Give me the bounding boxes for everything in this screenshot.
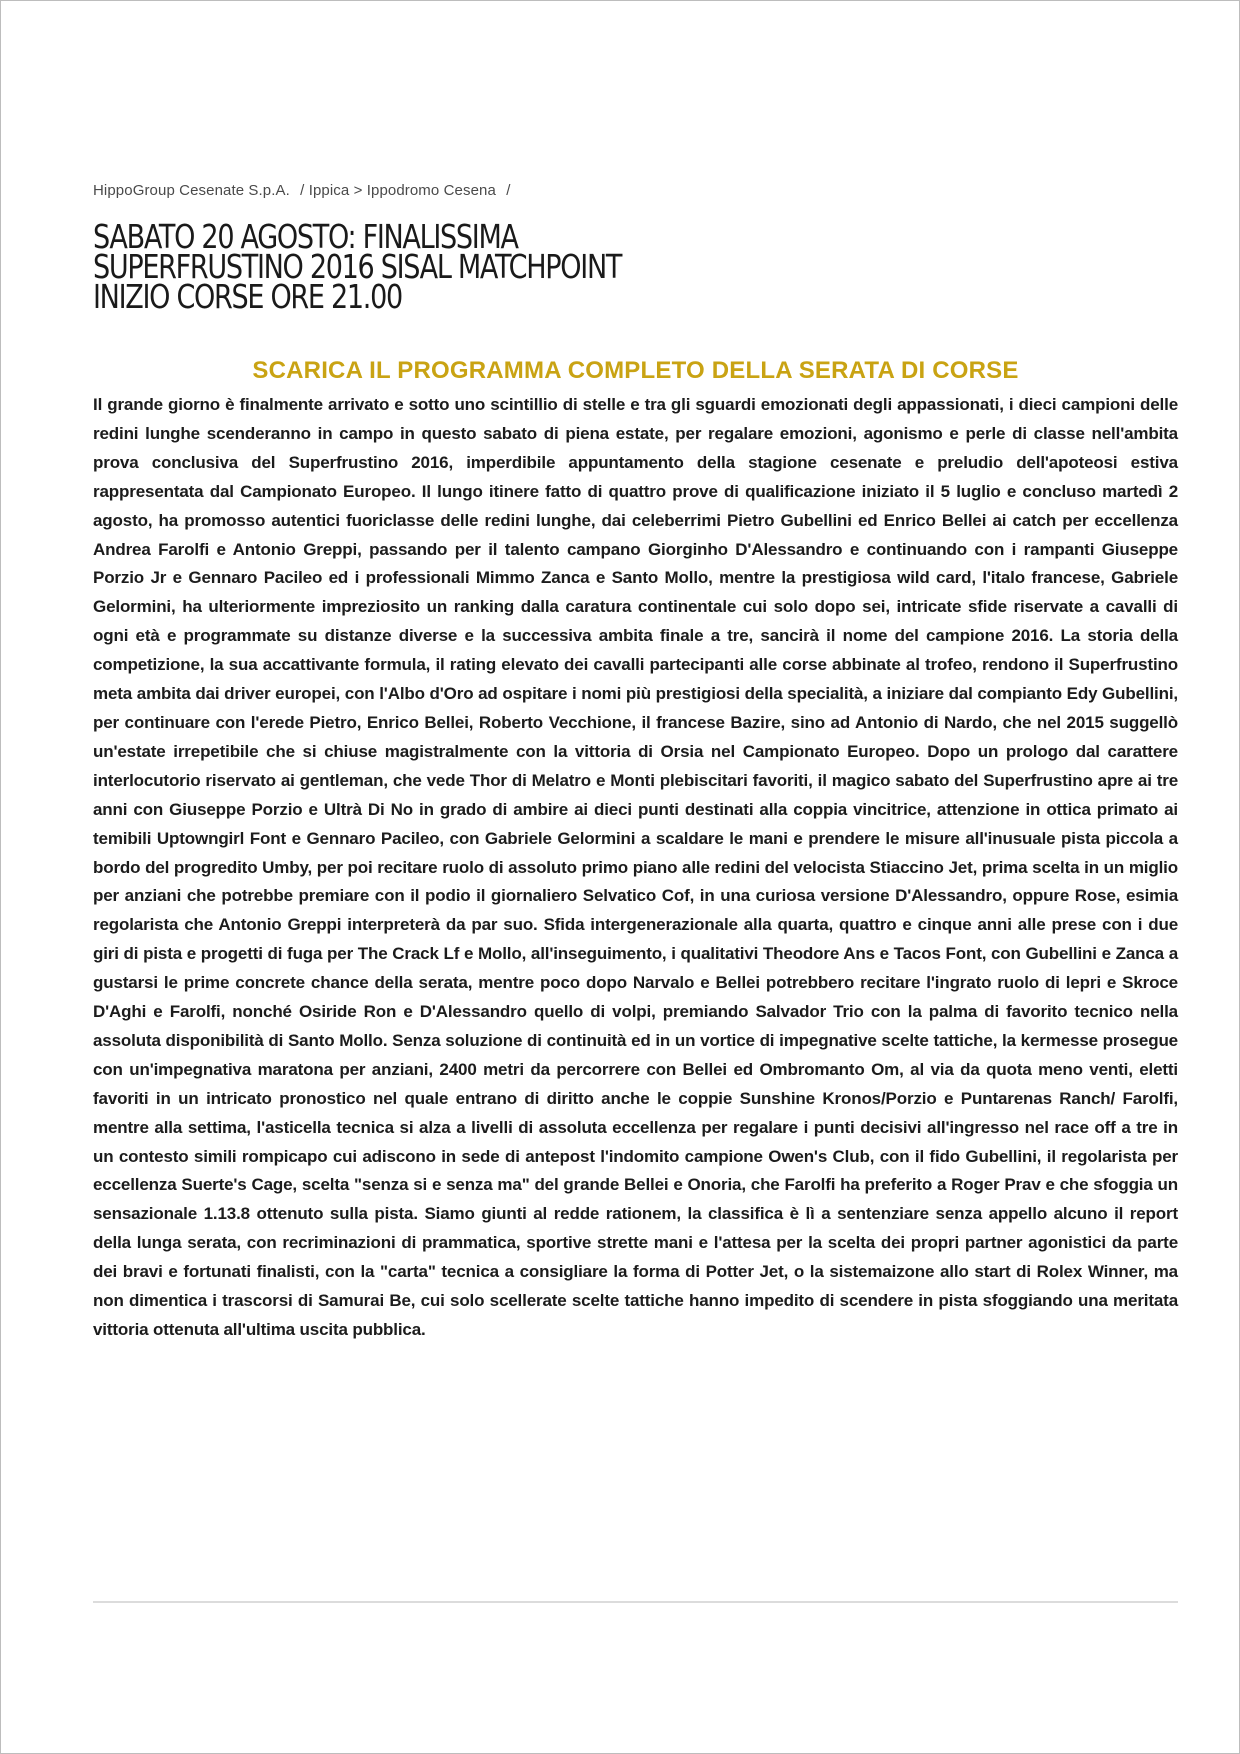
breadcrumb-item-ippica[interactable]: / Ippica > Ippodromo Cesena bbox=[300, 182, 496, 199]
article-body: Il grande giorno è finalmente arrivato e sotto uno scintillio di stelle e tra gli sguardi emozionati degli appassionati, i dieci campioni delle redini lunghe scenderanno in campo in questo sabato di piena estate, per regalare emozioni, agonismo e perle di classe nell'ambita prova conclusiva del Superfrustino 2016, imperdibile appuntamento della stagione cesenate e preludio dell'apoteosi estiva rappresentata dal Campionato Europeo. Il lungo itinere fatto di quattro prove di qualificazione iniziato il 5 luglio e concluso martedì 2 agosto, ha promosso autentici fuoriclasse delle redini lunghe, dai celeberrimi Pietro Gubellini ed Enrico Bellei ai catch per eccellenza Andrea Farolfi e Antonio Greppi, passando per il talento campano Giorginho D'Alessandro e continuando con i rampanti Giuseppe Porzio Jr e Gennaro Pacileo ed i professionali Mimmo Zanca e Santo Mollo, mentre la prestigiosa wild card, l'italo francese, Gabriele Gelormini, ha ulteriormente impreziosito un ranking dalla caratura continentale cui solo dopo sei, intricate sfide riservate a cavalli di ogni età e programmate su distanze diverse e la successiva ambita finale a tre, sancirà il nome del campione 2016. La storia della competizione, la sua accattivante formula, il rating elevato dei cavalli partecipanti alle corse abbinate al trofeo, rendono il Superfrustino meta ambita dai driver europei, con l'Albo d'Oro ad ospitare i nomi più prestigiosi della specialità, a iniziare dal compianto Edy Gubellini, per continuare con l'erede Pietro, Enrico Bellei, Roberto Vecchione, il francese Bazire, sino ad Antonio di Nardo, che nel 2015 suggellò un'estate irrepetibile che si chiuse magistralmente con la vittoria di Orsia nel Campionato Europeo. Dopo un prologo dal carattere interlocutorio riservato ai gentleman, che vede Thor di Melatro e Monti plebiscitari favoriti, il magico sabato del Superfrustino apre ai tre anni con Giuseppe Porzio e Ultrà Di No in grado di ambire ai dieci punti destinati alla coppia vincitrice, attenzione in ottica primato ai temibili Uptowngirl Font e Gennaro Pacileo, con Gabriele Gelormini a scaldare le mani e prendere le misure all'inusuale pista piccola a bordo del progredito Umby, per poi recitare ruolo di assoluto primo piano alle redini del velocista Stiaccino Jet, prima scelta in un miglio per anziani che potrebbe premiare con il podio il giornaliero Selvatico Cof, in una curiosa versione D'Alessandro, oppure Rose, esimia regolarista che Antonio Greppi interpreterà da par suo. Sfida intergenerazionale alla quarta, quattro e cinque anni alle prese con i due giri di pista e progetti di fuga per The Crack Lf e Mollo, all'inseguimento, i qualitativi Theodore Ans e Tacos Font, con Gubellini e Zanca a gustarsi le prime concrete chance della serata, mentre poco dopo Narvalo e Bellei potrebbero recitare l'ingrato ruolo di lepri e Skroce D'Aghi e Farolfi, nonché Osiride Ron e D'Alessandro quello di volpi, premiando Salvador Trio con la palma di favorito tecnico nella assoluta disponibilità di Santo Mollo. Senza soluzione di continuità ed in un vortice di impegnative scelte tattiche, la kermesse prosegue con un'impegnativa maratona per anziani, 2400 metri da percorrere con Bellei ed Ombromanto Om, al via da quota meno venti, eletti favoriti in un intricato pronostico nel quale entrano di diritto anche le coppie Sunshine Kronos/Porzio e Puntarenas Ranch/ Farolfi, mentre alla settima, l'asticella tecnica si alza a livelli di assoluta eccellenza per regalare i punti decisivi all'ingresso nel race off a tre in un contesto simili rompicapo cui adiscono in sede di antepost l'indomito campione Owen's Club, con il fido Gubellini, il regolarista per eccellenza Suerte's Cage, scelta "senza si e senza ma" del grande Bellei e Onoria, che Farolfi ha preferito a Roger Prav e che sfoggia un sensazionale 1.13.8 ottenuto sulla pista. Siamo giunti al redde rationem, la classifica è lì a sentenziare senza appello alcuno il report della lunga serata, con recriminazioni di prammatica, sportive strette mani e l'attesa per la scelta dei propri partner agonistici da parte dei bravi e fortunati finalisti, con la "carta" tecnica a consigliare la forma di Potter Jet, o la sistemaizone allo start di Rolex Winner, ma non dimentica i trascorsi di Samurai Be, cui solo scellerate scelte tattiche hanno impedito di scendere in pista sfoggiando una meritata vittoria ottenuta all'ultima uscita pubblica. bbox=[93, 395, 1178, 1339]
page-title-line-2: SUPERFRUSTINO 2016 SISAL MATCHPOINT bbox=[93, 247, 622, 286]
page-title-line-1: SABATO 20 AGOSTO: FINALISSIMA bbox=[93, 217, 518, 256]
page-title-line-3: INIZIO CORSE ORE 21.00 bbox=[93, 277, 402, 316]
page-title bbox=[93, 217, 983, 316]
breadcrumb-item-company[interactable]: HippoGroup Cesenate S.p.A. bbox=[93, 182, 290, 199]
breadcrumb bbox=[93, 182, 516, 199]
divider bbox=[93, 1601, 1178, 1603]
breadcrumb-separator: / bbox=[506, 182, 511, 199]
download-program-link[interactable]: SCARICA IL PROGRAMMA COMPLETO DELLA SERATA DI CORSE bbox=[252, 357, 1019, 384]
